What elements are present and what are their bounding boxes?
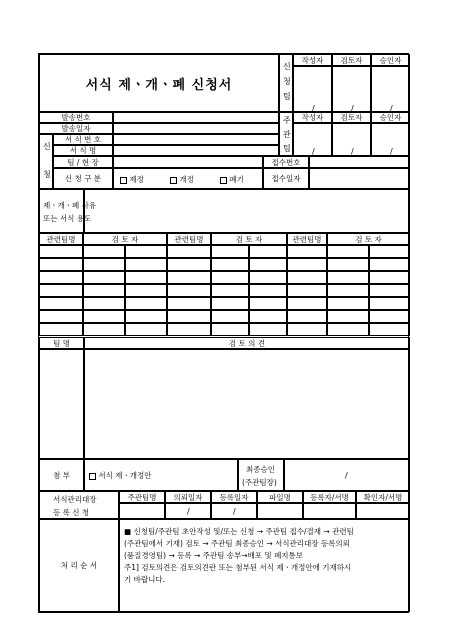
receipt-date-value[interactable] (309, 168, 410, 189)
procedure-line: ■ 신청팀/주관팀 초안작성 및/또는 신청 → 주관팀 접수/결재 → 관련팀 (124, 527, 354, 536)
form-name-label: 서 식 명 (53, 145, 113, 156)
opinion-value[interactable] (84, 349, 410, 459)
review-reviewer-cell[interactable] (327, 297, 369, 310)
review-team-cell[interactable] (167, 323, 211, 336)
issue-date-label: 발송일자 (39, 123, 113, 134)
procedure-label: 처 리 순 서 (39, 519, 119, 612)
review-team-cell[interactable] (287, 323, 327, 336)
owner-role-writer: 작성자 (293, 112, 332, 123)
review-reviewer-cell[interactable] (83, 258, 125, 271)
review-reviewer-cell[interactable] (369, 323, 411, 336)
form-no-value[interactable] (113, 134, 279, 145)
review-reviewer-cell[interactable] (327, 245, 369, 258)
review-reviewer-cell[interactable] (249, 258, 287, 271)
applicant-role-writer: 작성자 (293, 54, 332, 66)
review-team-cell[interactable] (39, 297, 83, 310)
option-revise[interactable]: 개정 (170, 176, 194, 184)
registry-col-header: 의뢰일자 (165, 491, 211, 503)
apply-type-label: 신 청 구 분 (53, 168, 113, 189)
apply-side-label: 신 청 (39, 134, 53, 189)
review-team-cell[interactable] (287, 310, 327, 323)
group-separator (286, 233, 288, 336)
checkbox-icon (220, 177, 227, 184)
issue-no-value[interactable] (113, 112, 279, 123)
registry-cell[interactable]: / (211, 503, 257, 519)
review-team-cell[interactable] (167, 297, 211, 310)
review-team-cell[interactable] (287, 245, 327, 258)
receipt-date-label: 접수일자 (263, 168, 309, 189)
review-reviewer-cell[interactable] (211, 297, 249, 310)
review-reviewer-cell[interactable] (369, 297, 411, 310)
review-reviewer-cell[interactable] (83, 284, 125, 297)
registry-cell[interactable] (119, 503, 165, 519)
review-reviewer-cell[interactable] (249, 271, 287, 284)
applicant-sign-approver[interactable]: / (371, 66, 410, 112)
owner-sign-writer[interactable]: / (293, 123, 332, 156)
review-team-cell[interactable] (39, 271, 83, 284)
review-reviewer-cell[interactable] (125, 245, 167, 258)
registry-col-header: 확인자/서명 (356, 491, 410, 503)
review-reviewer-cell[interactable] (249, 245, 287, 258)
review-reviewer-header: 검 토 자 (327, 233, 410, 245)
review-reviewer-cell[interactable] (369, 284, 411, 297)
review-reviewer-cell[interactable] (327, 271, 369, 284)
procedure-lines (124, 526, 354, 586)
review-team-cell[interactable] (39, 258, 83, 271)
owner-role-reviewer: 검토자 (332, 112, 371, 123)
opinion-team-header: 팀 명 (39, 337, 84, 349)
review-reviewer-cell[interactable] (369, 271, 411, 284)
group-separator (166, 233, 168, 336)
review-reviewer-cell[interactable] (327, 323, 369, 336)
review-team-header: 관련팀명 (39, 233, 83, 245)
review-reviewer-cell[interactable] (83, 310, 125, 323)
attach-label: 첨 부 (39, 459, 84, 491)
review-reviewer-cell[interactable] (249, 310, 287, 323)
review-team-cell[interactable] (39, 310, 83, 323)
review-reviewer-cell[interactable] (369, 258, 411, 271)
review-team-cell[interactable] (167, 258, 211, 271)
review-reviewer-cell[interactable] (83, 245, 125, 258)
review-reviewer-cell[interactable] (125, 323, 167, 336)
procedure-line: (주관팀에서 기재) 검토 → 주관팀 최종승인 → 서식관리대장 등록의뢰 (124, 539, 350, 548)
opinion-team-value[interactable] (39, 349, 84, 459)
checkbox-icon (170, 177, 177, 184)
final-approval-label: 최종승인 (주관팀장) (238, 459, 284, 491)
form-sheet (38, 53, 409, 613)
owner-sign-reviewer[interactable]: / (332, 123, 371, 156)
review-reviewer-cell[interactable] (211, 323, 249, 336)
review-reviewer-cell[interactable] (83, 271, 125, 284)
team-value[interactable] (113, 156, 263, 168)
procedure-line: (품질경영팀) → 등록 → 주관팀 송부→배포 및 폐지통보 (124, 551, 304, 560)
review-team-cell[interactable] (167, 284, 211, 297)
review-team-header: 관련팀명 (287, 233, 327, 245)
review-team-cell[interactable] (167, 245, 211, 258)
attach-item[interactable]: 서식 제ㆍ개정안 (84, 459, 238, 491)
registry-col-header: 등록일자 (211, 491, 257, 503)
review-reviewer-cell[interactable] (211, 245, 249, 258)
applicant-sign-reviewer[interactable]: / (332, 66, 371, 112)
review-reviewer-cell[interactable] (125, 310, 167, 323)
review-reviewer-cell[interactable] (327, 310, 369, 323)
applicant-role-reviewer: 검토자 (332, 54, 371, 66)
receipt-no-value[interactable] (309, 156, 410, 168)
reason-value[interactable] (84, 189, 410, 233)
review-team-cell[interactable] (167, 271, 211, 284)
review-team-cell[interactable] (39, 284, 83, 297)
owner-label-cell: 주 관 팀 (279, 112, 293, 156)
registry-col-header: 주관팀명 (119, 491, 165, 503)
review-reviewer-cell[interactable] (125, 258, 167, 271)
review-team-cell[interactable] (167, 310, 211, 323)
issue-no-label: 발송번호 (39, 112, 113, 123)
procedure-line: 기 바랍니다. (124, 575, 165, 584)
apply-type-options (113, 168, 263, 189)
applicant-role-approver: 승인자 (371, 54, 410, 66)
procedure-line: 주1] 검토의견은 검토의견란 또는 첨부된 서식 제ㆍ개정안에 기재하시 (124, 563, 352, 572)
review-reviewer-cell[interactable] (327, 284, 369, 297)
review-team-cell[interactable] (287, 284, 327, 297)
review-reviewer-cell[interactable] (249, 284, 287, 297)
title-cell (39, 54, 279, 112)
review-team-cell[interactable] (39, 245, 83, 258)
opinion-header: 검 토 의 견 (84, 337, 410, 349)
review-reviewer-cell[interactable] (125, 271, 167, 284)
review-reviewer-cell[interactable] (211, 258, 249, 271)
team-label: 팀 / 현 장 (53, 156, 113, 168)
checkbox-icon (120, 177, 127, 184)
review-reviewer-cell[interactable] (369, 245, 411, 258)
review-reviewer-cell[interactable] (211, 310, 249, 323)
registry-cell[interactable] (257, 503, 303, 519)
registry-cell[interactable]: / (165, 503, 211, 519)
checkbox-icon (89, 473, 96, 480)
option-abolish[interactable]: 폐기 (220, 176, 244, 184)
review-team-header: 관련팀명 (167, 233, 211, 245)
review-reviewer-cell[interactable] (211, 284, 249, 297)
review-reviewer-cell[interactable] (83, 297, 125, 310)
review-team-cell[interactable] (287, 297, 327, 310)
registry-col-header: 파일명 (257, 491, 303, 503)
applicant-label-cell: 신 청 팀 (279, 54, 293, 112)
review-team-cell[interactable] (287, 271, 327, 284)
procedure-content (119, 519, 410, 612)
registry-label: 서식관리대장 등 록 신 청 (39, 491, 119, 519)
registry-cell[interactable] (356, 503, 410, 519)
review-team-cell[interactable] (39, 323, 83, 336)
review-reviewer-header: 검 토 자 (211, 233, 287, 245)
final-approval-value[interactable]: / (284, 459, 410, 491)
issue-date-value[interactable] (113, 123, 279, 134)
owner-role-approver: 승인자 (371, 112, 410, 123)
review-reviewer-cell[interactable] (327, 258, 369, 271)
review-reviewer-cell[interactable] (211, 271, 249, 284)
review-reviewer-cell[interactable] (249, 297, 287, 310)
review-reviewer-header: 검 토 자 (83, 233, 167, 245)
form-no-label: 서 식 번 호 (53, 134, 113, 145)
review-team-cell[interactable] (287, 258, 327, 271)
review-reviewer-cell[interactable] (369, 310, 411, 323)
receipt-no-label: 접수번호 (263, 156, 309, 168)
owner-sign-approver[interactable]: / (371, 123, 410, 156)
reason-label: 제ㆍ개ㆍ폐 사유 또는 서식 용도 (39, 189, 84, 233)
review-reviewer-cell[interactable] (83, 323, 125, 336)
applicant-sign-writer[interactable]: / (293, 66, 332, 112)
review-reviewer-cell[interactable] (125, 284, 167, 297)
form-name-value[interactable] (113, 145, 279, 156)
registry-col-header: 등록자/서명 (303, 491, 356, 503)
registry-cell[interactable] (303, 503, 356, 519)
option-enact[interactable]: 제정 (120, 176, 144, 184)
review-reviewer-cell[interactable] (125, 297, 167, 310)
form-title: 서식 제ㆍ개ㆍ폐 신청서 (85, 77, 233, 93)
review-reviewer-cell[interactable] (249, 323, 287, 336)
